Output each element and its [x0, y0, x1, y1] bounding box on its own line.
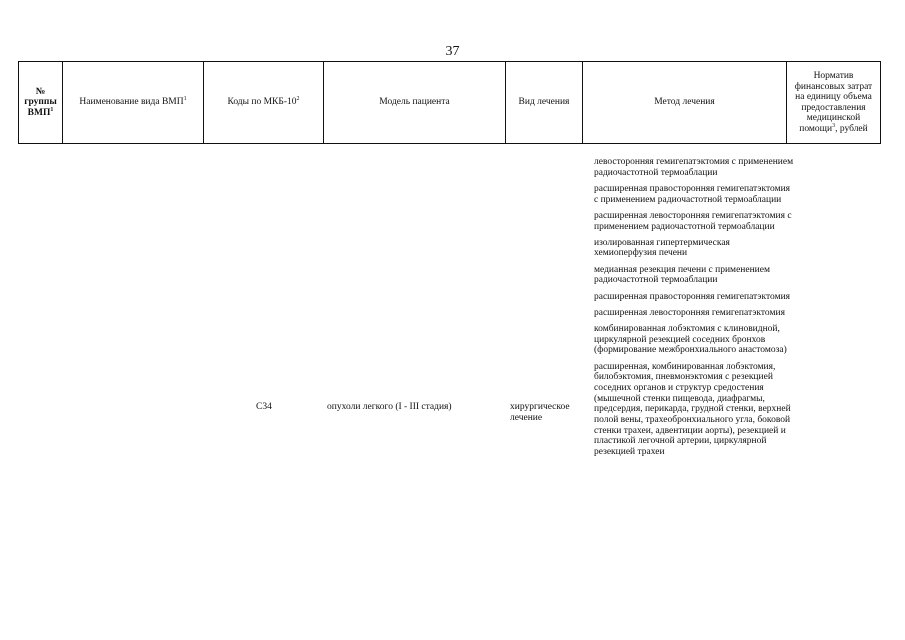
header-icd-codes: Коды по МКБ-$10^2$ — [204, 62, 324, 144]
icd-code: C34 — [256, 402, 272, 412]
table-header — [18, 61, 881, 144]
header-patient-model: Модель пациента — [324, 62, 506, 144]
header-treatment-type: Вид лечения — [506, 62, 583, 144]
header-vmp-name: Наименование вида ВМП$^1$ — [63, 62, 204, 144]
list-item: расширенная правосторонняя гемигепатэктомия с применением радиочастотной термоаблации — [594, 183, 791, 205]
treatment-method-list — [594, 157, 794, 463]
list-item: медианная резекция печени с применением радиочастотной термоаблации — [594, 264, 770, 286]
treatment-type: хирургическое лечение — [510, 402, 570, 423]
page-number: 37 — [445, 44, 460, 59]
list-item: изолированная гипертермическая хемиоперфузия печени — [594, 237, 730, 259]
list-item: расширенная левосторонняя гемигепатэктомия с применением радиочастотной термоаблации — [594, 210, 792, 232]
list-item: расширенная правосторонняя гемигепатэктомия — [594, 291, 791, 302]
header-group-number: № группы ВМП$^1$ — [19, 62, 63, 144]
list-item: левосторонняя гемигепатэктомия с применением радиочастотной термоаблации — [594, 157, 794, 178]
header-cost-norm: Норматив финансовых затрат на единицу объема предоставления медицинской помощи$^3$, рублей — [787, 62, 881, 144]
header-treatment-method: Метод лечения — [583, 62, 787, 144]
list-item: расширенная, комбинированная лобэктомия, билобэктомия, пневмонэктомия с резекцией соседних органов и структур средостения (мышечной стенки пищевода, диафрагмы, предсердия, перикарда, грудной стенки, верхней полой вены, трахеобронхиального угла, боковой стенки трахеи, адвентиции аорты), резекцией и пластикой легочной артерии, циркулярной резекцией трахеи — [594, 361, 791, 458]
patient-model: опухоли легкого (I - III стадия) — [327, 402, 452, 412]
list-item: расширенная левосторонняя гемигепатэктомия — [594, 307, 785, 318]
list-item: комбинированная лобэктомия с клиновидной, циркулярной резекцией соседних бронхов (формирование межбронхиального анастомоза) — [594, 323, 787, 356]
